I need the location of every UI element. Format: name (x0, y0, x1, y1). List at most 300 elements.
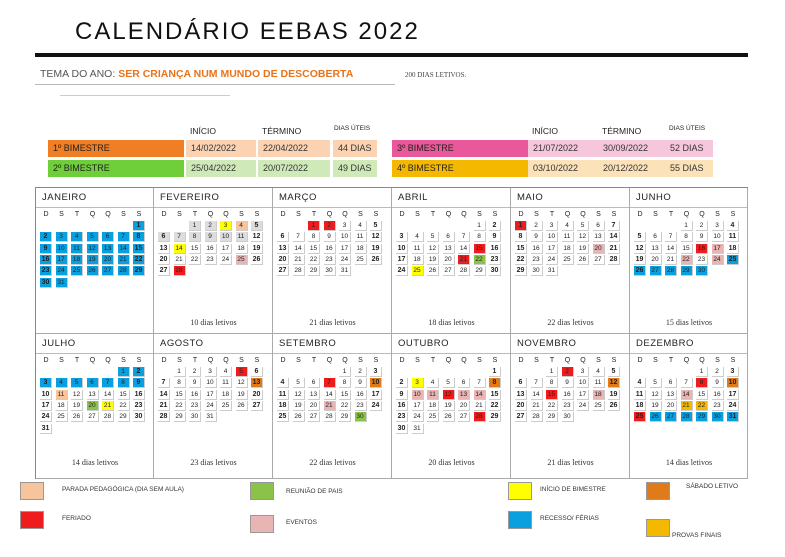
day-cell: 17 (56, 255, 68, 265)
weekday-label: S (59, 211, 64, 218)
day-cell: 2 (205, 221, 217, 231)
day-cell: 8 (189, 232, 201, 242)
day-cell: 17 (220, 244, 232, 254)
weekday-label: S (534, 357, 539, 364)
day-cell: 20 (158, 255, 170, 265)
day-cell: 15 (189, 244, 201, 254)
weekday-label: T (74, 357, 80, 364)
day-cell: 30 (396, 424, 408, 434)
day-cell: 13 (102, 244, 114, 254)
day-cell: 4 (71, 232, 83, 242)
legend-label-recess: RECESSO/ FÉRIAS (540, 515, 599, 522)
day-cell: 22 (339, 401, 351, 411)
weekday-label: T (192, 211, 198, 218)
day-cell: 10 (205, 378, 217, 388)
day-cell: 23 (712, 401, 724, 411)
day-cell: 15 (118, 390, 130, 400)
month-março (273, 188, 392, 334)
day-cell: 4 (593, 367, 605, 377)
bimester-name: 3º BIMESTRE (392, 140, 528, 157)
day-cell: 16 (531, 244, 543, 254)
weekday-label: S (611, 211, 617, 218)
day-cell: 28 (531, 412, 543, 422)
day-cell: 22 (308, 255, 320, 265)
month-name-rule (511, 353, 629, 354)
day-cell: 24 (546, 255, 558, 265)
day-cell: 5 (427, 232, 439, 242)
day-cell: 24 (339, 255, 351, 265)
day-cell: 24 (56, 266, 68, 276)
day-cell: 9 (133, 378, 145, 388)
school-days-count: 21 dias letivos (309, 318, 356, 327)
day-cell: 2 (324, 221, 336, 231)
month-name-rule (511, 207, 629, 208)
weekday-label: Q (223, 357, 229, 364)
day-cell: 10 (370, 378, 382, 388)
day-cell: 16 (40, 255, 52, 265)
day-cell: 22 (474, 255, 486, 265)
day-cell: 21 (174, 255, 186, 265)
month-outubro (392, 334, 511, 479)
day-cell: 9 (489, 232, 501, 242)
day-cell: 7 (608, 221, 620, 231)
day-cell: 25 (562, 255, 574, 265)
day-cell: 20 (277, 255, 289, 265)
day-cell: 3 (412, 378, 424, 388)
bimester-days: 52 DIAS (665, 140, 713, 157)
weekday-label: D (161, 357, 167, 364)
day-cell: 24 (370, 401, 382, 411)
day-cell: 2 (40, 232, 52, 242)
day-cell: 20 (251, 390, 263, 400)
day-cell: 9 (189, 378, 201, 388)
day-cell: 29 (174, 412, 186, 422)
day-cell: 8 (546, 378, 558, 388)
legend-label-holiday: FERIADO (62, 515, 91, 522)
weekday-label: S (477, 357, 482, 364)
month-name: SETEMBRO (279, 338, 337, 349)
day-cell: 8 (489, 378, 501, 388)
day-cell: 10 (339, 232, 351, 242)
day-cell: 14 (608, 232, 620, 242)
weekday-label: S (730, 357, 736, 364)
day-cell: 23 (696, 255, 708, 265)
day-cell: 27 (87, 412, 99, 422)
day-cell: 18 (236, 244, 248, 254)
day-cell: 11 (277, 390, 289, 400)
weekday-label: S (177, 357, 182, 364)
month-name: MARÇO (279, 192, 317, 203)
bimester-end: 20/07/2022 (258, 160, 330, 177)
day-cell: 30 (189, 412, 201, 422)
day-cell: 4 (277, 378, 289, 388)
day-cell: 3 (339, 221, 351, 231)
day-cell: 28 (174, 266, 186, 276)
school-days-count: 14 dias letivos (71, 458, 119, 467)
day-cell: 9 (355, 378, 367, 388)
day-cell: 29 (339, 412, 351, 422)
weekday-label: Q (105, 211, 111, 218)
day-cell: 7 (102, 378, 114, 388)
day-cell: 21 (102, 401, 114, 411)
day-cell: 18 (277, 401, 289, 411)
day-cell: 30 (696, 266, 708, 276)
weekday-label: S (415, 357, 420, 364)
weekday-label: D (637, 357, 643, 364)
day-cell: 10 (577, 378, 589, 388)
day-cell: 12 (236, 378, 248, 388)
day-cell: 2 (696, 221, 708, 231)
days-header-left: DIAS ÚTEIS (334, 125, 371, 132)
weekday-label: Q (342, 211, 348, 218)
day-cell: 15 (174, 390, 186, 400)
day-cell: 16 (133, 390, 145, 400)
month-name: OUTUBRO (398, 338, 449, 349)
day-cell: 10 (40, 390, 52, 400)
day-cell: 19 (71, 401, 83, 411)
day-cell: 7 (324, 378, 336, 388)
day-cell: 19 (577, 244, 589, 254)
day-cell: 8 (696, 378, 708, 388)
weekday-label: S (596, 357, 601, 364)
weekday-label: S (239, 357, 244, 364)
day-cell: 7 (458, 232, 470, 242)
day-cell: 14 (174, 244, 186, 254)
weekday-label: D (43, 357, 49, 364)
day-cell: 31 (727, 412, 739, 422)
day-cell: 20 (665, 401, 677, 411)
day-cell: 30 (133, 412, 145, 422)
day-cell: 23 (396, 412, 408, 422)
day-cell: 14 (458, 244, 470, 254)
month-name-rule (154, 353, 272, 354)
day-cell: 16 (189, 390, 201, 400)
day-cell: 18 (71, 255, 83, 265)
day-cell: 31 (205, 412, 217, 422)
weekday-label: D (637, 211, 643, 218)
month-dezembro (630, 334, 748, 479)
day-cell: 24 (40, 412, 52, 422)
legend-swatch-saturday (646, 482, 670, 500)
weekday-label: S (296, 211, 301, 218)
day-cell: 30 (489, 266, 501, 276)
day-cell: 12 (370, 232, 382, 242)
day-cell: 24 (205, 401, 217, 411)
day-cell: 12 (251, 232, 263, 242)
day-cell: 21 (458, 255, 470, 265)
day-cell: 9 (324, 232, 336, 242)
day-cell: 14 (102, 390, 114, 400)
day-cell: 6 (515, 378, 527, 388)
weekday-label: S (477, 211, 482, 218)
day-cell: 5 (577, 221, 589, 231)
day-cell: 11 (634, 390, 646, 400)
day-cell: 12 (87, 244, 99, 254)
day-cell: 26 (370, 255, 382, 265)
day-cell: 9 (696, 232, 708, 242)
day-cell: 24 (396, 266, 408, 276)
weekday-label: Q (699, 357, 705, 364)
day-cell: 8 (133, 232, 145, 242)
day-cell: 16 (396, 401, 408, 411)
day-cell: 2 (396, 378, 408, 388)
day-cell: 11 (56, 390, 68, 400)
day-cell: 16 (355, 390, 367, 400)
month-fevereiro (154, 188, 273, 334)
day-cell: 30 (531, 266, 543, 276)
day-cell: 17 (577, 390, 589, 400)
weekday-label: Q (683, 357, 690, 364)
day-cell: 18 (412, 255, 424, 265)
day-cell: 19 (236, 390, 248, 400)
day-cell: 6 (102, 232, 114, 242)
day-cell: 12 (634, 244, 646, 254)
weekday-label: T (549, 357, 555, 364)
day-cell: 31 (546, 266, 558, 276)
month-novembro (511, 334, 630, 479)
day-cell: 7 (531, 378, 543, 388)
day-cell: 23 (489, 255, 501, 265)
day-cell: 26 (634, 266, 646, 276)
day-cell: 7 (174, 232, 186, 242)
month-janeiro (36, 188, 154, 334)
day-cell: 17 (396, 255, 408, 265)
weekday-label: S (596, 211, 601, 218)
day-cell: 15 (133, 244, 145, 254)
day-cell: 22 (189, 255, 201, 265)
day-cell: 11 (355, 232, 367, 242)
page-title: CALENDÁRIO EEBAS 2022 (75, 18, 420, 45)
day-cell: 8 (474, 232, 486, 242)
day-cell: 25 (277, 412, 289, 422)
day-cell: 9 (562, 378, 574, 388)
day-cell: 31 (412, 424, 424, 434)
day-cell: 31 (339, 266, 351, 276)
day-cell: 29 (696, 412, 708, 422)
day-cell: 19 (87, 255, 99, 265)
weekday-label: S (177, 211, 182, 218)
weekday-label: Q (445, 211, 452, 218)
weekday-label: Q (207, 211, 214, 218)
day-cell: 10 (727, 378, 739, 388)
day-cell: 6 (443, 232, 455, 242)
day-cell: 17 (205, 390, 217, 400)
day-cell: 5 (236, 367, 248, 377)
weekday-label: S (358, 357, 363, 364)
day-cell: 27 (443, 266, 455, 276)
weekday-label: S (121, 211, 126, 218)
day-cell: 19 (608, 390, 620, 400)
day-cell: 12 (608, 378, 620, 388)
day-cell: 20 (650, 255, 662, 265)
day-cell: 17 (712, 244, 724, 254)
month-name-rule (36, 207, 153, 208)
legend-swatch-holiday (20, 511, 44, 529)
bimester-days: 49 DIAS (333, 160, 377, 177)
day-cell: 14 (474, 390, 486, 400)
day-cell: 21 (681, 401, 693, 411)
day-cell: 5 (634, 232, 646, 242)
day-cell: 4 (355, 221, 367, 231)
day-cell: 28 (102, 412, 114, 422)
day-cell: 19 (427, 255, 439, 265)
day-cell: 25 (236, 255, 248, 265)
day-cell: 11 (427, 390, 439, 400)
day-cell: 22 (174, 401, 186, 411)
month-name-rule (273, 207, 391, 208)
weekday-label: S (296, 357, 301, 364)
weekday-label: S (730, 211, 736, 218)
day-cell: 28 (324, 412, 336, 422)
weekday-label: S (136, 357, 142, 364)
day-cell: 17 (40, 401, 52, 411)
month-name: JUNHO (636, 192, 672, 203)
legend-label-pedagogic: PARADA PEDAGÓGICA (DIA SEM AULA) (62, 486, 184, 493)
weekday-label: T (668, 211, 674, 218)
day-cell: 18 (593, 390, 605, 400)
weekday-label: D (280, 211, 286, 218)
start-header-left: INÍCIO (190, 126, 216, 136)
day-cell: 23 (40, 266, 52, 276)
weekday-label: S (492, 357, 498, 364)
day-cell: 4 (236, 221, 248, 231)
day-cell: 22 (118, 401, 130, 411)
day-cell: 13 (251, 378, 263, 388)
day-cell: 6 (251, 367, 263, 377)
day-cell: 27 (251, 401, 263, 411)
day-cell: 1 (696, 367, 708, 377)
day-cell: 22 (515, 255, 527, 265)
day-cell: 14 (665, 244, 677, 254)
day-cell: 3 (220, 221, 232, 231)
day-cell: 20 (515, 401, 527, 411)
day-cell: 8 (174, 378, 186, 388)
day-cell: 6 (458, 378, 470, 388)
bimester-days: 44 DIAS (333, 140, 377, 157)
month-name-rule (392, 353, 510, 354)
month-name: AGOSTO (160, 338, 204, 349)
weekday-label: D (161, 211, 167, 218)
day-cell: 9 (205, 232, 217, 242)
day-cell: 3 (396, 232, 408, 242)
day-cell: 10 (56, 244, 68, 254)
weekday-label: S (254, 211, 260, 218)
day-cell: 1 (189, 221, 201, 231)
weekday-label: Q (89, 357, 96, 364)
day-cell: 27 (593, 255, 605, 265)
end-header-right: TÉRMINO (602, 126, 642, 136)
day-cell: 16 (562, 390, 574, 400)
bimester-name: 1º BIMESTRE (48, 140, 184, 157)
day-cell: 26 (443, 412, 455, 422)
legend-swatch-pedagogic (20, 482, 44, 500)
weekday-label: S (136, 211, 142, 218)
theme-label: TEMA DO ANO: (40, 68, 116, 80)
day-cell: 22 (489, 401, 501, 411)
theme-line (40, 68, 353, 80)
day-cell: 17 (339, 244, 351, 254)
day-cell: 10 (712, 232, 724, 242)
day-cell: 26 (71, 412, 83, 422)
weekday-label: T (192, 357, 198, 364)
start-header-right: INÍCIO (532, 126, 558, 136)
legend-swatch-meeting (250, 482, 274, 500)
weekday-label: S (254, 357, 260, 364)
day-cell: 4 (727, 221, 739, 231)
day-cell: 19 (443, 401, 455, 411)
weekday-label: S (59, 357, 64, 364)
day-cell: 25 (56, 412, 68, 422)
theme-underline (35, 84, 395, 85)
weekday-label: Q (207, 357, 214, 364)
weekday-label: Q (564, 357, 571, 364)
day-cell: 29 (515, 266, 527, 276)
day-cell: 4 (427, 378, 439, 388)
day-cell: 26 (608, 401, 620, 411)
legend-label-saturday: SÁBADO LETIVO (685, 483, 739, 490)
day-cell: 11 (220, 378, 232, 388)
day-cell: 23 (562, 401, 574, 411)
day-cell: 27 (277, 266, 289, 276)
weekday-label: S (415, 211, 420, 218)
weekday-label: Q (580, 211, 586, 218)
day-cell: 28 (474, 412, 486, 422)
day-cell: 16 (712, 390, 724, 400)
day-cell: 8 (681, 232, 693, 242)
school-days-count: 18 dias letivos (428, 318, 475, 327)
day-cell: 21 (324, 401, 336, 411)
day-cell: 22 (133, 255, 145, 265)
weekday-label: D (518, 211, 524, 218)
month-name-rule (392, 207, 510, 208)
bimester-end: 20/12/2022 (598, 160, 670, 177)
day-cell: 18 (355, 244, 367, 254)
day-cell: 5 (650, 378, 662, 388)
day-cell: 25 (412, 266, 424, 276)
day-cell: 30 (355, 412, 367, 422)
weekday-label: Q (105, 357, 111, 364)
day-cell: 15 (546, 390, 558, 400)
day-cell: 12 (443, 390, 455, 400)
day-cell: 4 (220, 367, 232, 377)
day-cell: 18 (220, 390, 232, 400)
month-name-rule (154, 207, 272, 208)
bimester-start: 25/04/2022 (186, 160, 256, 177)
day-cell: 10 (546, 232, 558, 242)
day-cell: 1 (546, 367, 558, 377)
day-cell: 6 (277, 232, 289, 242)
day-cell: 11 (593, 378, 605, 388)
weekday-label: T (74, 211, 80, 218)
day-cell: 4 (634, 378, 646, 388)
day-cell: 21 (665, 255, 677, 265)
school-days-count: 22 dias letivos (309, 458, 356, 467)
day-cell: 14 (324, 390, 336, 400)
day-cell: 30 (712, 412, 724, 422)
day-cell: 15 (474, 244, 486, 254)
day-cell: 3 (577, 367, 589, 377)
legend-label-start: INÍCIO DE BIMESTRE (540, 486, 606, 493)
day-cell: 20 (593, 244, 605, 254)
day-cell: 21 (158, 401, 170, 411)
day-cell: 11 (727, 232, 739, 242)
weekday-label: S (611, 357, 617, 364)
day-cell: 5 (370, 221, 382, 231)
day-cell: 29 (308, 266, 320, 276)
day-cell: 7 (118, 232, 130, 242)
day-cell: 24 (712, 255, 724, 265)
weekday-label: D (399, 357, 405, 364)
